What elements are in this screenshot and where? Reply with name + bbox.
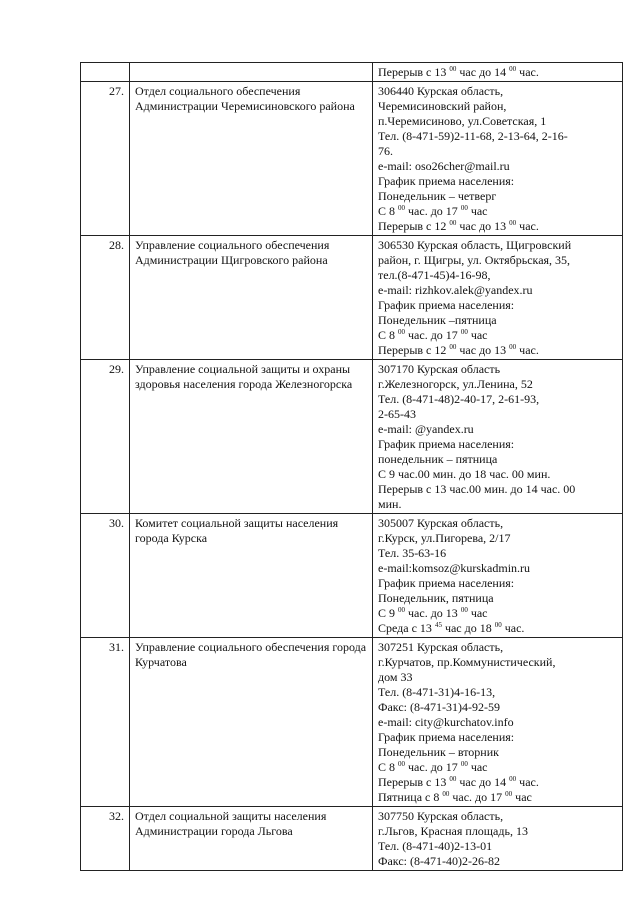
- contact-info-line: Тел. (8-471-59)2-11-68, 2-13-64, 2-16-: [378, 129, 568, 143]
- contact-info-line: дом 33: [378, 670, 413, 684]
- contact-info-line: г.Железногорск, ул.Ленина, 52: [378, 377, 533, 391]
- contact-info-line: Тел. (8-471-31)4-16-13,: [378, 685, 496, 699]
- contact-info-cell: [373, 514, 623, 638]
- organization-name-cell: Управление социального обеспечения города Курчатова: [130, 638, 373, 807]
- contact-info-line: Понедельник –пятница: [378, 313, 497, 327]
- contact-info-line: 2-65-43: [378, 407, 416, 421]
- contact-info-line: Факс: (8-471-40)2-26-82: [378, 854, 500, 868]
- contact-info-line: Среда с 13 $^{45}$ час до 18 $^{00}$ час.: [378, 621, 525, 635]
- table-row: [81, 360, 623, 514]
- contact-info-line: С 8 $^{00}$ час. до 17 $^{00}$ час: [378, 328, 488, 342]
- contact-info-line: График приема населения:: [378, 174, 515, 188]
- contact-info-cell: [373, 807, 623, 871]
- contact-info-line: 307251 Курская область,: [378, 640, 504, 654]
- organization-name-cell: Управление социальной защиты и охраны здоровья населения города Железногорска: [130, 360, 373, 514]
- contact-info-line: Перерыв с 13 $^{00}$ час до 14 $^{00}$ час.: [378, 775, 539, 789]
- contact-info-line: тел.(8-471-45)4-16-98,: [378, 268, 491, 282]
- contact-info-line: Тел. (8-471-48)2-40-17, 2-61-93,: [378, 392, 540, 406]
- organization-name-cell: [130, 63, 373, 82]
- row-number-cell: 28.: [81, 236, 130, 360]
- organization-name-cell: Управление социального обеспечения Администрации Щигровского района: [130, 236, 373, 360]
- social-services-table: [80, 62, 623, 871]
- contact-info-cell: [373, 82, 623, 236]
- contact-info-line: Перерыв с 12 $^{00}$ час до 13 $^{00}$ час.: [378, 343, 539, 357]
- table-row: [81, 82, 623, 236]
- row-number-cell: 27.: [81, 82, 130, 236]
- contact-info-line: e-mail:komsoz@kurskadmin.ru: [378, 561, 531, 575]
- contact-info-line: С 8 $^{00}$ час. до 17 $^{00}$ час: [378, 204, 488, 218]
- contact-info-line: С 8 $^{00}$ час. до 17 $^{00}$ час: [378, 760, 488, 774]
- contact-info-line: График приема населения:: [378, 576, 515, 590]
- contact-info-line: Черемисиновский район,: [378, 99, 507, 113]
- contact-info-cell: [373, 236, 623, 360]
- contact-info-line: п.Черемисиново, ул.Советская, 1: [378, 114, 547, 128]
- contact-info-cell: [373, 63, 623, 82]
- contact-info-line: График приема населения:: [378, 298, 515, 312]
- organization-name-cell: Отдел социального обеспечения Администрации Черемисиновского района: [130, 82, 373, 236]
- row-number-cell: [81, 63, 130, 82]
- row-number-cell: 29.: [81, 360, 130, 514]
- contact-info-line: 76.: [378, 144, 393, 158]
- table-row-continued: [81, 63, 623, 82]
- contact-info-line: район, г. Щигры, ул. Октябрьская, 35,: [378, 253, 571, 267]
- contact-info-line: мин.: [378, 497, 402, 511]
- schedule-break-line: Перерыв с 13 $^{00}$ час до 14 $^{00}$ час.: [378, 65, 539, 79]
- contact-info-line: e-mail: oso26cher@mail.ru: [378, 159, 510, 173]
- contact-info-line: 306440 Курская область,: [378, 84, 504, 98]
- contact-info-line: Пятница с 8 $^{00}$ час. до 17 $^{00}$ час: [378, 790, 532, 804]
- contact-info-line: Перерыв с 12 $^{00}$ час до 13 $^{00}$ час.: [378, 219, 539, 233]
- row-number-cell: 30.: [81, 514, 130, 638]
- contact-info-line: 307170 Курская область: [378, 362, 501, 376]
- contact-info-line: Понедельник – четверг: [378, 189, 497, 203]
- contact-info-line: 307750 Курская область,: [378, 809, 504, 823]
- contact-info-line: понедельник – пятница: [378, 452, 498, 466]
- contact-info-line: 305007 Курская область,: [378, 516, 504, 530]
- contact-info-line: Тел. (8-471-40)2-13-01: [378, 839, 493, 853]
- contact-info-line: График приема населения:: [378, 730, 515, 744]
- organization-name-cell: Отдел социальной защиты населения Администрации города Льгова: [130, 807, 373, 871]
- contact-info-cell: [373, 638, 623, 807]
- contact-info-line: г.Льгов, Красная площадь, 13: [378, 824, 528, 838]
- contact-info-cell: [373, 360, 623, 514]
- contact-info-line: Перерыв с 13 час.00 мин. до 14 час. 00: [378, 482, 576, 496]
- contact-info-line: e-mail: @yandex.ru: [378, 422, 474, 436]
- contact-info-line: Факс: (8-471-31)4-92-59: [378, 700, 500, 714]
- table-row: [81, 514, 623, 638]
- row-number-cell: 31.: [81, 638, 130, 807]
- contact-info-line: Понедельник, пятница: [378, 591, 494, 605]
- contact-info-line: С 9 час.00 мин. до 18 час. 00 мин.: [378, 467, 551, 481]
- contact-info-line: С 9 $^{00}$ час. до 13 $^{00}$ час: [378, 606, 488, 620]
- contact-info-line: г.Курчатов, пр.Коммунистический,: [378, 655, 556, 669]
- contact-info-line: Тел. 35-63-16: [378, 546, 447, 560]
- table-row: [81, 236, 623, 360]
- contact-info-line: 306530 Курская область, Щигровский: [378, 238, 572, 252]
- table-row: [81, 638, 623, 807]
- contact-info-line: e-mail: rizhkov.alek@yandex.ru: [378, 283, 533, 297]
- table-row: [81, 807, 623, 871]
- contact-info-line: г.Курск, ул.Пигорева, 2/17: [378, 531, 511, 545]
- organization-name-cell: Комитет социальной защиты населения города Курска: [130, 514, 373, 638]
- contact-info-line: Понедельник – вторник: [378, 745, 499, 759]
- contact-info-line: e-mail: city@kurchatov.info: [378, 715, 514, 729]
- contact-info-line: График приема населения:: [378, 437, 515, 451]
- table-body: [81, 63, 623, 871]
- row-number-cell: 32.: [81, 807, 130, 871]
